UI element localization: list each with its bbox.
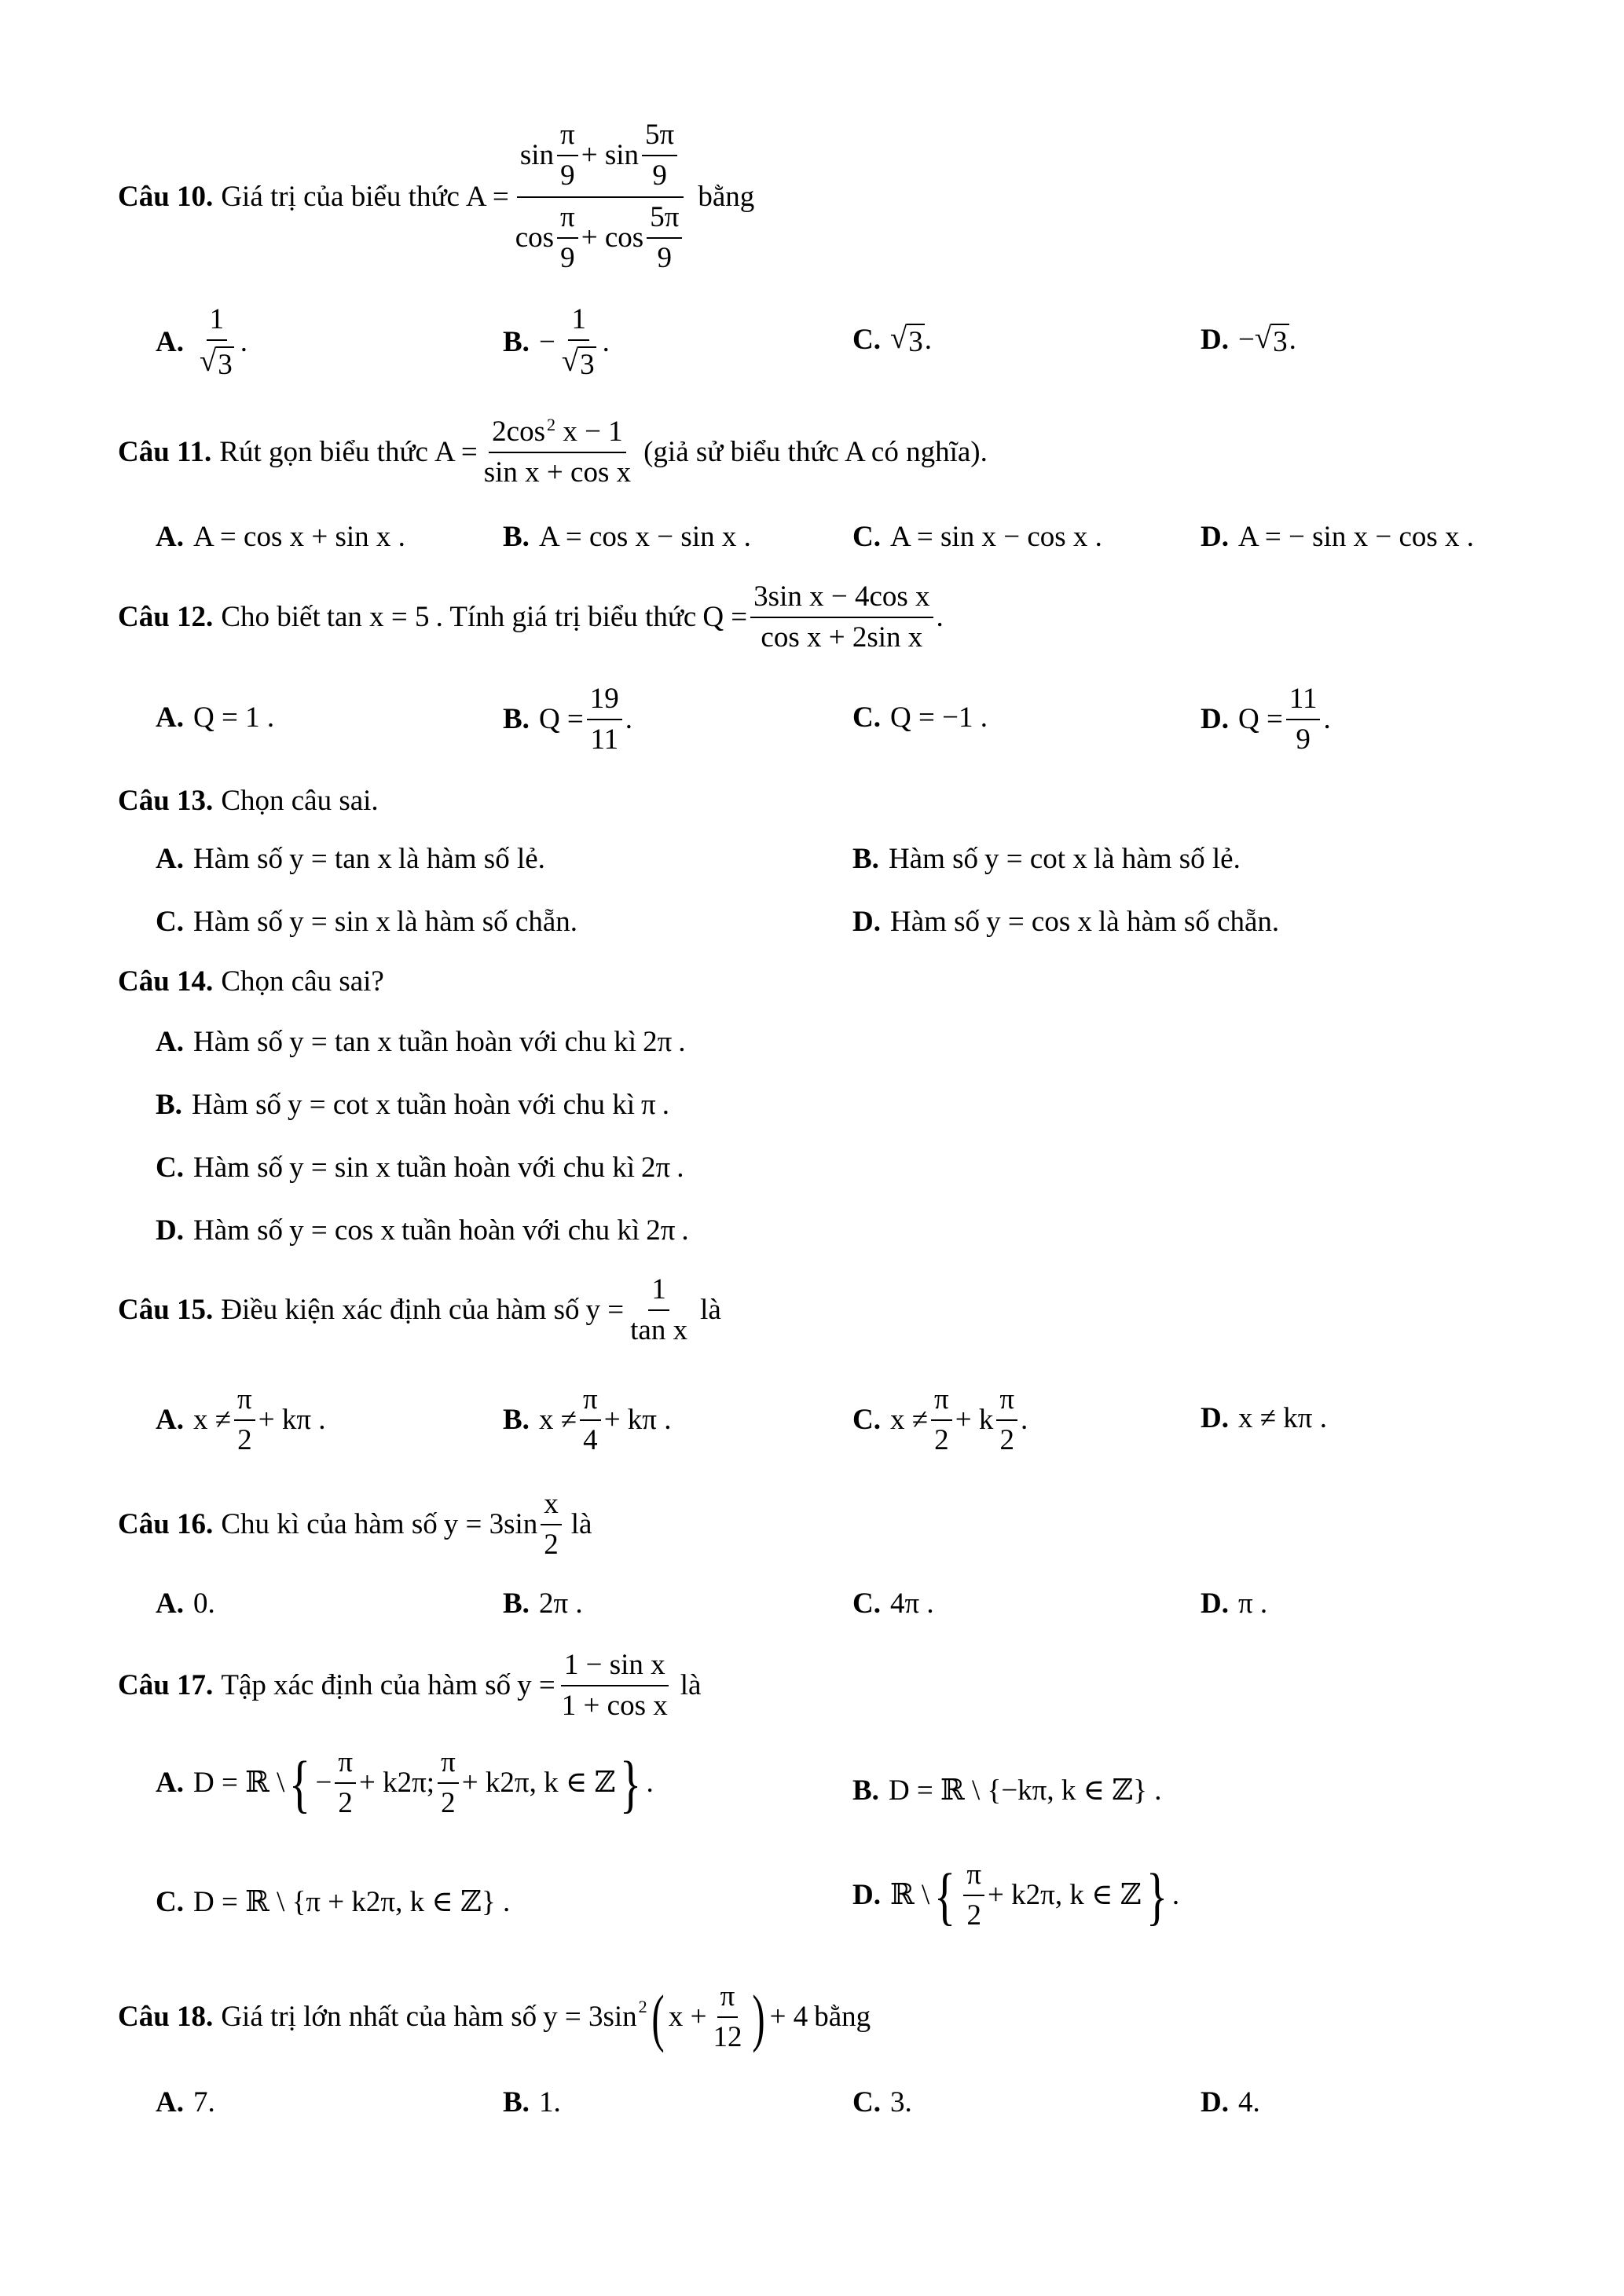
text: . [1021, 1404, 1028, 1437]
text: Điều kiện xác định của hàm số [221, 1294, 580, 1327]
option-letter: B. [503, 703, 530, 736]
q11-option-c[interactable] [852, 520, 1102, 555]
text: + kπ . [603, 1404, 672, 1437]
math-expression [444, 1487, 565, 1563]
option-letter: B. [852, 843, 879, 875]
option-letter: D. [1201, 1402, 1229, 1434]
text: . [676, 1152, 684, 1184]
denominator: 9 [652, 159, 667, 192]
numerator: 11 [1286, 682, 1321, 720]
q14-option-d[interactable] [156, 1214, 689, 1248]
denominator: 2 [338, 1787, 353, 1820]
text: (giả sử biểu thức A có nghĩa). [643, 436, 988, 469]
text: x ≠ [192, 1404, 232, 1437]
text: A = − sin x − cos x . [1237, 521, 1475, 553]
q13-option-d[interactable] [852, 905, 1279, 939]
math-expression: tan x = 5 [326, 601, 430, 634]
text: Q = [1237, 703, 1283, 736]
option-letter: C. [852, 1404, 881, 1437]
text: Q = 1 . [192, 701, 275, 734]
option-letter: B. [852, 1774, 879, 1807]
denominator: 4 [583, 1424, 598, 1457]
numerator: π [557, 118, 578, 156]
q16-option-a[interactable] [156, 1587, 215, 1621]
denominator: 2 [544, 1529, 559, 1562]
denominator: 1 + cos x [561, 1690, 668, 1723]
text: 2 [638, 1996, 647, 2016]
question-17 [118, 1648, 701, 1724]
option-letter: D. [156, 1214, 184, 1247]
question-label: Câu 12. [118, 601, 214, 634]
text: . [1171, 1879, 1180, 1912]
bracket: ( [651, 1981, 665, 2053]
option-letter: A. [156, 326, 184, 359]
fraction [541, 1487, 562, 1563]
text: + k2π, k ∈ ℤ [461, 1767, 616, 1800]
option-letter: A. [156, 1026, 184, 1058]
text: Q = [702, 601, 748, 634]
numerator: x [541, 1487, 562, 1525]
text: Hàm số [888, 843, 979, 875]
text: là [570, 1508, 592, 1541]
square-root [890, 320, 925, 360]
text: Q = [538, 703, 584, 736]
option-letter: D. [1201, 703, 1229, 736]
option-letter: D. [1201, 2086, 1229, 2118]
text: A = cos x − sin x . [538, 521, 751, 553]
bracket: { [934, 1859, 956, 1932]
text: 3. [889, 2086, 912, 2118]
fraction [931, 1382, 952, 1459]
numerator: 19 [587, 682, 622, 720]
numerator: π [717, 1979, 739, 2018]
numerator: π [996, 1382, 1017, 1421]
text: . [924, 324, 933, 356]
square-root [200, 343, 234, 383]
numerator: 1 − sin x [561, 1648, 669, 1686]
text: 4. [1237, 2086, 1260, 2118]
fraction [438, 1745, 459, 1822]
denominator: tan x [630, 1314, 688, 1347]
denominator: 9 [560, 159, 575, 192]
option-letter: C. [156, 1152, 184, 1184]
text: là hàm số chẵn. [1098, 906, 1280, 938]
text: bằng [698, 180, 755, 213]
option-letter: C. [852, 701, 881, 734]
text: 3 [578, 346, 596, 383]
fraction [481, 415, 634, 491]
numerator: 1 [207, 302, 228, 341]
q12-option-d[interactable] [1201, 682, 1331, 758]
text: 7. [192, 2086, 215, 2118]
q11-option-a[interactable] [156, 520, 405, 555]
formula-A [466, 118, 691, 276]
numerator: 1 [648, 1273, 669, 1311]
math-expression: 2π [643, 1026, 673, 1058]
q13-option-a[interactable] [156, 842, 545, 877]
text: tuần hoàn với chu kì [398, 1026, 637, 1058]
text: √ [199, 344, 217, 379]
q18-option-b[interactable] [503, 2085, 561, 2120]
square-root [562, 343, 596, 383]
numerator: π [963, 1858, 984, 1896]
text: y = [517, 1669, 555, 1702]
text: . [646, 1767, 654, 1800]
text: D = ℝ \ {π + k2π, k ∈ ℤ} . [192, 1886, 511, 1918]
text: Hàm số [192, 1026, 284, 1058]
question-18 [118, 1979, 871, 2056]
q12-option-c[interactable] [852, 701, 988, 735]
option-letter: B. [503, 2086, 530, 2118]
math-expression [543, 1979, 808, 2056]
denominator: sin x + cos x [483, 456, 632, 489]
text: . [602, 326, 610, 359]
fraction [587, 682, 622, 758]
text: Q = −1 . [889, 701, 988, 734]
text: Hàm số [192, 1214, 284, 1247]
text: . [681, 1214, 689, 1247]
option-letter: A. [156, 1767, 184, 1800]
text: . [662, 1089, 669, 1121]
text: x ≠ [538, 1404, 577, 1437]
numerator: π [931, 1382, 952, 1421]
question-label: Câu 10. [118, 180, 214, 213]
math-expression: y = tan x [289, 1026, 392, 1058]
math-expression [434, 415, 637, 491]
text: là hàm số lẻ. [1093, 843, 1241, 875]
question-label: Câu 13. [118, 785, 214, 817]
question-15 [118, 1273, 721, 1349]
text: D = ℝ \ [192, 1767, 285, 1800]
text: + 4 [769, 2001, 808, 2034]
option-letter: A. [156, 1404, 184, 1437]
fraction [996, 1382, 1017, 1459]
question-10 [118, 118, 754, 276]
text: y = [585, 1294, 625, 1327]
denominator: 2 [934, 1424, 949, 1457]
text: . [1323, 703, 1331, 736]
text: y = 3sin [443, 1508, 538, 1541]
numerator [517, 118, 684, 198]
numerator: π [438, 1745, 459, 1784]
text: A = [465, 180, 509, 213]
fraction [627, 1273, 691, 1349]
text: Hàm số [192, 843, 284, 875]
text: là [680, 1669, 702, 1702]
math-expression: y = tan x [289, 843, 392, 875]
fraction [559, 1648, 671, 1724]
square-root [1255, 320, 1289, 360]
denominator: 9 [560, 242, 575, 275]
q16-option-d[interactable] [1201, 1587, 1267, 1621]
text: . [678, 1026, 686, 1058]
question-12 [118, 580, 950, 656]
text: Rút gọn biểu thức [219, 436, 428, 469]
text: x − 1 [563, 416, 623, 448]
math-expression: y = cos x [289, 1214, 396, 1247]
question-label: Câu 16. [118, 1508, 214, 1541]
denominator [512, 198, 689, 276]
q10-option-c[interactable] [852, 320, 932, 360]
denominator: 2 [966, 1899, 981, 1932]
q13-option-b[interactable] [852, 842, 1241, 877]
text: tuần hoàn với chu kì [401, 1214, 640, 1247]
option-letter: B. [503, 1587, 530, 1620]
text: √ [561, 344, 579, 379]
option-letter: A. [156, 2086, 184, 2118]
text: . Tính giá trị biểu thức [435, 601, 697, 634]
q12-option-a[interactable] [156, 701, 274, 735]
text: A = [434, 436, 478, 469]
text: Chu kì của hàm số [221, 1508, 438, 1541]
q12-option-b[interactable] [503, 682, 632, 758]
fraction [580, 1382, 601, 1459]
text: 3 [216, 346, 234, 383]
text: Hàm số [889, 906, 981, 938]
option-letter: A. [156, 843, 184, 875]
text: Cho biết [221, 601, 321, 634]
q10-option-d[interactable] [1201, 320, 1296, 360]
math-expression: 2π [641, 1152, 671, 1184]
text: là [700, 1294, 721, 1327]
text: Hàm số [191, 1089, 282, 1121]
option-letter: C. [852, 1587, 881, 1620]
text: Giá trị lớn nhất của hàm số [221, 2001, 537, 2034]
text: Hàm số [192, 906, 284, 938]
math-expression: π [641, 1089, 656, 1121]
question-11 [118, 415, 988, 491]
math-expression: 2π [646, 1214, 676, 1247]
text: 0. [192, 1587, 215, 1620]
text: + k [955, 1404, 994, 1437]
text: + kπ . [258, 1404, 326, 1437]
denominator: 9 [657, 242, 673, 275]
text: 2 [546, 414, 556, 434]
math-expression: y = cot x [288, 1089, 390, 1121]
math-expression [702, 580, 943, 656]
fraction [750, 580, 933, 656]
option-letter: B. [503, 1404, 530, 1437]
text: √ [889, 321, 907, 355]
question-text: Giá trị của biểu thức [221, 180, 460, 213]
option-letter: D. [1201, 1587, 1229, 1620]
question-label: Câu 17. [118, 1669, 214, 1702]
denominator [196, 341, 237, 383]
denominator: 11 [590, 723, 619, 756]
bracket: } [1146, 1859, 1168, 1932]
fraction [642, 118, 677, 194]
option-letter: C. [852, 2086, 881, 2118]
bracket: } [620, 1747, 642, 1819]
q11-option-d[interactable] [1201, 520, 1474, 555]
text: là hàm số chẵn. [396, 906, 578, 938]
numerator: π [580, 1382, 601, 1421]
numerator [489, 415, 626, 453]
text: − [315, 1767, 332, 1800]
question-13 [118, 784, 379, 818]
text: + sin [581, 139, 640, 172]
text: sin [519, 139, 555, 172]
text: − [538, 326, 555, 359]
text: Hàm số [192, 1152, 284, 1184]
numerator: 3sin x − 4cos x [750, 580, 933, 618]
q16-option-b[interactable] [503, 1587, 583, 1621]
fraction [1286, 682, 1321, 758]
math-expression [517, 1648, 674, 1724]
text: x ≠ [889, 1404, 929, 1437]
option-letter: D. [852, 1879, 881, 1912]
text: 1. [538, 2086, 561, 2118]
text: − [1237, 324, 1255, 356]
q18-option-c[interactable] [852, 2085, 912, 2120]
option-letter: B. [156, 1089, 182, 1121]
fraction [647, 200, 682, 276]
fraction [557, 118, 578, 194]
text: A = cos x + sin x . [192, 521, 405, 553]
text: 2cos [492, 416, 545, 448]
fraction [963, 1858, 984, 1934]
question-label: Câu 11. [118, 436, 212, 469]
fraction [234, 1382, 255, 1459]
q15-option-c[interactable] [852, 1382, 1028, 1459]
fraction [196, 302, 237, 383]
text: 3 [907, 324, 925, 360]
question-label: Câu 14. [118, 965, 214, 998]
text: bằng [814, 2001, 871, 2034]
question-14 [118, 965, 384, 999]
option-letter: C. [852, 324, 881, 356]
option-letter: B. [503, 326, 530, 359]
q14-option-c[interactable] [156, 1151, 684, 1185]
text: y = 3sin [543, 2001, 637, 2034]
main-fraction [512, 118, 689, 276]
math-expression [586, 1273, 695, 1349]
text: + cos [581, 221, 644, 254]
option-letter: C. [852, 521, 881, 553]
option-letter: D. [852, 906, 881, 938]
text: √ [1254, 321, 1272, 355]
text: . [240, 326, 248, 359]
q14-option-a[interactable] [156, 1025, 686, 1060]
text: + k2π; [359, 1767, 435, 1800]
option-letter: C. [156, 1886, 184, 1918]
math-expression: y = cos x [986, 906, 1093, 938]
question-label: Câu 15. [118, 1294, 214, 1327]
question-label: Câu 18. [118, 2001, 214, 2034]
bracket: { [289, 1747, 311, 1819]
option-letter: A. [156, 521, 184, 553]
text: A = sin x − cos x . [889, 521, 1102, 553]
q18-option-a[interactable] [156, 2085, 215, 2120]
numerator: π [557, 200, 578, 239]
text: π . [1237, 1587, 1268, 1620]
option-letter: D. [1201, 521, 1229, 553]
q10-option-a[interactable] [156, 302, 247, 383]
bracket: ) [752, 1981, 766, 2053]
math-expression: y = cot x [984, 843, 1087, 875]
text: tuần hoàn với chu kì [396, 1089, 636, 1121]
text: Chọn câu sai? [221, 965, 384, 998]
denominator: cos x + 2sin x [761, 621, 923, 654]
fraction [557, 200, 578, 276]
denominator: 2 [441, 1787, 456, 1820]
q13-option-c[interactable] [156, 905, 577, 939]
q10-option-b[interactable] [503, 302, 610, 383]
option-letter: D. [1201, 324, 1229, 356]
text: ℝ \ [889, 1879, 930, 1912]
q17-option-c[interactable] [156, 1885, 510, 1920]
text: là hàm số lẻ. [398, 843, 545, 875]
text: Tập xác định của hàm số [221, 1669, 511, 1702]
text: Chọn câu sai. [221, 785, 379, 817]
option-letter: A. [156, 1587, 184, 1620]
text: x + [668, 2001, 707, 2034]
q17-option-a[interactable] [156, 1745, 654, 1822]
text: D = ℝ \ {−kπ, k ∈ ℤ} . [888, 1774, 1162, 1807]
denominator: 12 [713, 2021, 742, 2054]
text: 4π . [889, 1587, 934, 1620]
fraction [709, 1979, 745, 2056]
text: 3 [1271, 324, 1289, 360]
denominator [559, 341, 599, 383]
denominator: 9 [1296, 723, 1311, 756]
math-expression: y = sin x [289, 1152, 390, 1184]
question-16 [118, 1487, 592, 1563]
text: + k2π, k ∈ ℤ [988, 1879, 1142, 1912]
numerator: 5π [642, 118, 677, 156]
option-letter: C. [156, 906, 184, 938]
q17-option-b[interactable] [852, 1774, 1162, 1808]
numerator: 1 [568, 302, 589, 341]
text: . [936, 601, 944, 634]
text: tuần hoàn với chu kì [396, 1152, 636, 1184]
text: x ≠ kπ . [1237, 1402, 1327, 1434]
numerator: π [234, 1382, 255, 1421]
q14-option-b[interactable] [156, 1088, 669, 1122]
q15-option-a[interactable] [156, 1382, 326, 1459]
fraction [559, 302, 599, 383]
option-letter: B. [503, 521, 530, 553]
q18-option-d[interactable] [1201, 2085, 1260, 2120]
denominator: 2 [999, 1424, 1014, 1457]
numerator: 5π [647, 200, 682, 239]
text: 2π . [538, 1587, 583, 1620]
q15-option-d[interactable] [1201, 1401, 1327, 1436]
q15-option-b[interactable] [503, 1382, 672, 1459]
math-expression: y = sin x [289, 906, 390, 938]
text: cos [515, 221, 555, 254]
q17-option-d[interactable] [852, 1858, 1179, 1934]
q16-option-c[interactable] [852, 1587, 934, 1621]
q11-option-b[interactable] [503, 520, 751, 555]
text: . [1289, 324, 1296, 356]
option-letter: A. [156, 701, 184, 734]
text: . [625, 703, 633, 736]
fraction [335, 1745, 356, 1822]
numerator: π [335, 1745, 356, 1784]
denominator: 2 [237, 1424, 252, 1457]
